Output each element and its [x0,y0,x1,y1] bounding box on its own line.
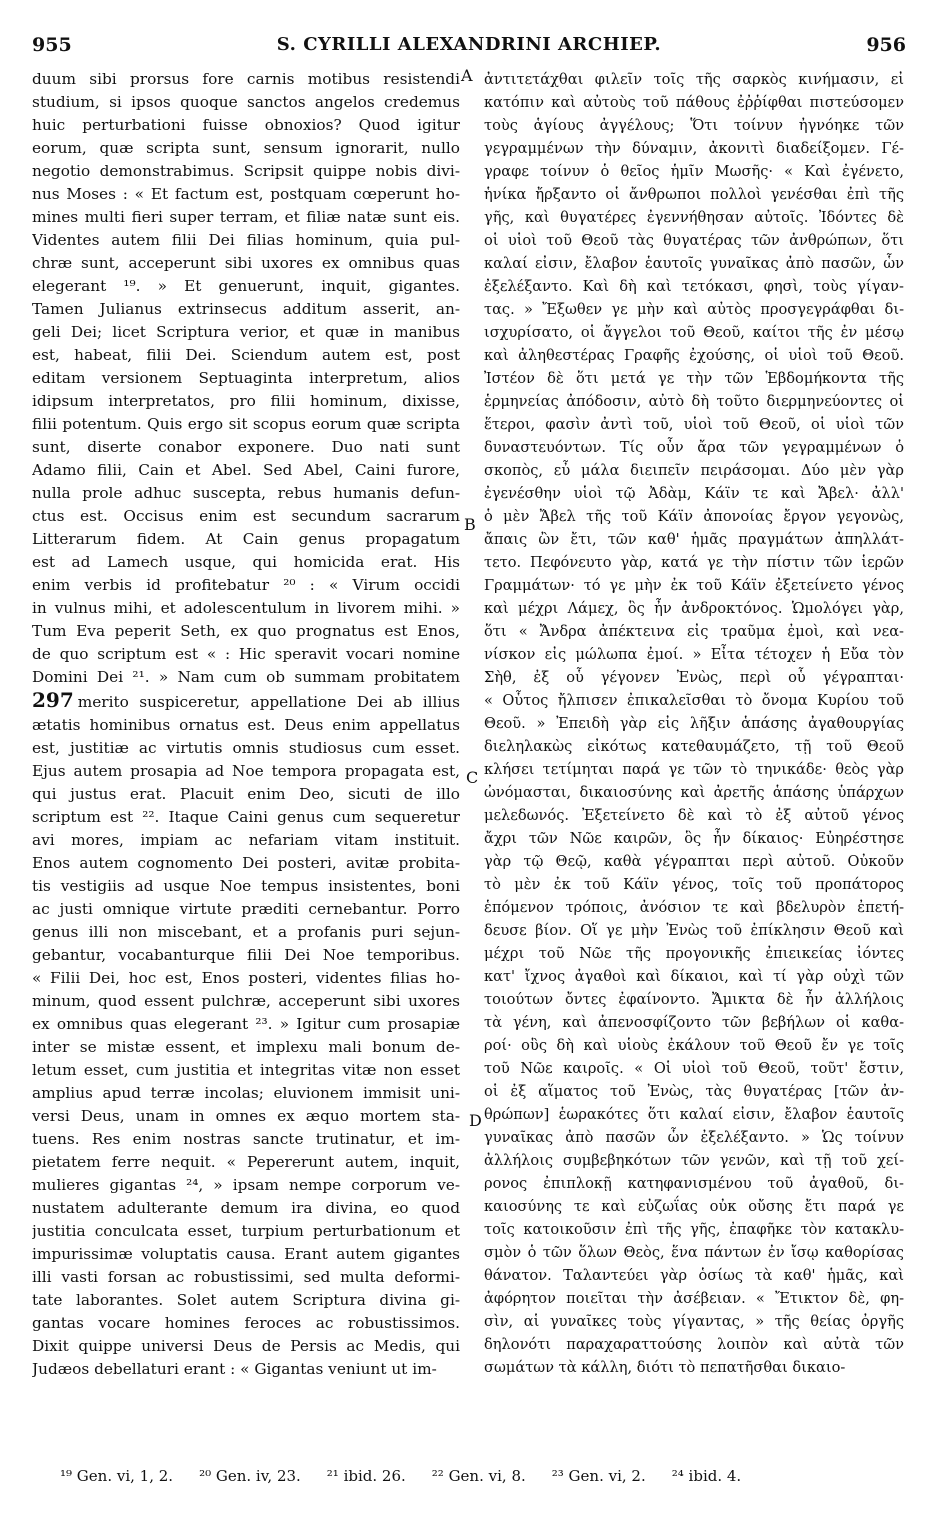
latin-line: scriptum est ²². Itaque Caini genus cum sequeretur [32,808,460,826]
latin-line-text: merito suspiceretur, appellatione Dei ab illius [77,693,460,711]
latin-line: impurissimæ voluptatis causa. Erant autem gigantes [32,1245,460,1263]
latin-line: gebantur, vocabanturque filii Dei Noe temporibus. [32,946,460,964]
greek-line: γραφε τοίνυν ὁ θεῖος ἡμῖν Μωσῆς· « Καὶ ἐγένετο, [484,163,904,180]
greek-line: ἀλλήλοις συμβεβηκότων τῶν γενῶν, καὶ τῇ τοῦ χεί- [484,1152,904,1169]
latin-line: Videntes autem filii Dei filias hominum, quia pul- [32,231,460,249]
latin-line: inter se mistæ essent, et implexu mali bonum de- [32,1038,460,1056]
latin-line: chræ sunt, acceperunt sibi uxores ex omnibus quas [32,254,460,272]
latin-line: geli Dei; licet Scriptura verior, et quæ in manibus [32,323,460,341]
latin-line: ctus est. Occisus enim est secundum sacrarum [32,507,460,525]
latin-line: letum esset, cum justitia et integritas vitæ non esset [32,1061,460,1079]
latin-line: versi Deus, unam in omnes ex æquo mortem sta- [32,1107,460,1125]
greek-line: γῆς, καὶ θυγατέρες ἐγεννήθησαν αὐτοῖς. Ἰδόντες δὲ [484,209,904,226]
margin-marker-d: D [469,1111,482,1130]
greek-line: σκοπὸς, εὖ μάλα διειπεῖν πειράσομαι. Δύο μὲν γὰρ [484,462,904,479]
greek-line: γυναῖκας ἀπὸ πασῶν ὧν ἐξελέξαντο. » Ὡς τοίνυν [484,1129,904,1146]
margin-marker-c: C [466,768,479,787]
latin-line [32,689,460,714]
greek-line: τοιούτων ὄντες ἐφαίνοντο. Ἄμικτα δὲ ἦν ἀλλήλοις [484,991,904,1008]
margin-marker-a: A [461,66,473,85]
greek-line: γὰρ τῷ Θεῷ, καθὰ γέγραπται περὶ αὐτοῦ. Οὐκοῦν [484,853,904,870]
latin-line: nustatem adulterante demum ira divina, eo quod [32,1199,460,1217]
latin-column [32,68,460,1381]
greek-line: ὅτι « Ἄνδρα ἀπέκτεινα εἰς τραῦμα ἐμοὶ, καὶ νεα- [484,623,904,640]
greek-line: διεληλακὼς εἰκότως κατεθαυμάζετο, τῇ τοῦ Θεοῦ [484,738,904,755]
greek-line: Θεοῦ. » Ἐπειδὴ γὰρ εἰς λῆξιν ἁπάσης ἀγαθουργίας [484,715,904,732]
greek-line: τοῖς κατοικοῦσιν ἐπὶ τῆς γῆς, ἐπαφῆκε τὸν κατακλυ- [484,1221,904,1238]
latin-line: Judæos debellaturi erant : « Gigantas veniunt ut im- [32,1360,437,1378]
latin-line: genus illi non miscebant, et a profanis puri sejun- [32,923,460,941]
greek-line: ἄπαις ὢν ἔτι, τῶν καθ' ἡμᾶς πραγμάτων ἀπηλλάτ- [484,531,904,548]
greek-line: τὸ μὲν ἐκ τοῦ Κάϊν γένος, τοῖς τοῦ προπάτορος [484,876,904,893]
greek-line: τοὺς ἁγίους ἀγγέλους; Ὅτι τοίνυν ἠγνόηκε τῶν [484,117,904,134]
latin-line: Ejus autem prosapia ad Noe tempora propagata est, [32,762,460,780]
footnote: ¹⁹ Gen. vi, 1, 2. [60,1467,174,1485]
greek-line: οἱ υἱοὶ τοῦ Θεοῦ τὰς θυγατέρας τῶν ἀνθρώπων, ὅτι [484,232,904,249]
footnote: ²² Gen. vi, 8. [431,1467,526,1485]
greek-line: ρονος ἐπιπλοκῇ κατηφανισμένου τοῦ ἀγαθοῦ, δι- [484,1175,904,1192]
latin-line: studium, si ipsos quoque sanctos angelos credemus [32,93,460,111]
latin-line: negotio demonstrabimus. Scripsit quippe nobis divi- [32,162,460,180]
greek-line: Ἰστέον δὲ ὅτι μετά γε τὴν τῶν Ἑβδομήκοντα τῆς [484,370,904,387]
greek-line: δηλονότι παραχαραττούσης λοιπὸν καὶ αὐτὰ τῶν [484,1336,904,1353]
latin-line: gantas vocare homines feroces ac robustissimos. [32,1314,460,1332]
margin-marker-b: B [464,515,476,534]
latin-line: Tum Eva peperit Seth, ex quo prognatus est Enos, [32,622,460,640]
latin-line: mulieres gigantas ²⁴, » ipsam nempe corporum ve- [32,1176,460,1194]
greek-line: καλαί εἰσιν, ἔλαβον ἑαυτοῖς γυναῖκας ἀπὸ πασῶν, ὧν [484,255,904,272]
greek-line: ἀφόρητον ποιεῖται τὴν ἀσέβειαν. « Ἔτικτον δὲ, φη- [484,1290,904,1307]
latin-line: idipsum interpretatos, pro filii hominum, dixisse, [32,392,460,410]
latin-line: qui justus erat. Placuit enim Deo, sicuti de illo [32,785,460,803]
latin-line: duum sibi prorsus fore carnis motibus resistendi [32,70,460,88]
latin-line: mines multi fieri super terram, et filiæ natæ sunt eis. [32,208,460,226]
latin-line: « Filii Dei, hoc est, Enos posteri, videntes filias ho- [32,969,460,987]
greek-line: καὶ ἀληθεστέρας Γραφῆς ἐχούσης, οἱ υἱοὶ τοῦ Θεοῦ. [484,347,904,364]
greek-line: σμὸν ὁ τῶν ὅλων Θεὸς, ἕνα πάντων ἐν ἴσῳ καθορίσας [484,1244,904,1261]
greek-line: μέχρι τοῦ Νῶε τῆς προγονικῆς ἐπιεικείας ἰόντες [484,945,904,962]
greek-line: Γραμμάτων· τό γε μὴν ἐκ τοῦ Κάϊν ἐξετείνετο γένος [484,577,904,594]
greek-line: ἐγενέσθην υἱοὶ τῷ Ἀδὰμ, Κάϊν τε καὶ Ἄβελ· ἀλλ' [484,485,904,502]
latin-line: nulla prole adhuc suscepta, rebus humanis defun- [32,484,460,502]
latin-line: tuens. Res enim nostras sancte trutinatur, et im- [32,1130,460,1148]
greek-line: κατόπιν καὶ αὐτοὺς τοῦ πάθους ἐῤῥίφθαι πιστεύσομεν [484,94,904,111]
latin-line: amplius apud terræ incolas; eluvionem immisit uni- [32,1084,460,1102]
greek-line: σωμάτων τὰ κάλλη, διότι τὸ πεπατῆσθαι δικαιο- [484,1359,846,1376]
greek-line: ὁ μὲν Ἄβελ τῆς τοῦ Κάϊν ἀπονοίας ἔργον γεγονὼς, [484,508,904,525]
latin-line: Enos autem cognomento Dei posteri, avitæ probita- [32,854,460,872]
greek-line: Σὴθ, ἐξ οὗ γέγονεν Ἐνὼς, περὶ οὗ γέγραπται· [484,669,904,686]
greek-line: ροί· οὓς δὴ καὶ υἱοὺς ἐκάλουν τοῦ Θεοῦ ἔν γε τοῖς [484,1037,904,1054]
latin-line: Domini Dei ²¹. » Nam cum ob summam probitatem [32,668,460,686]
greek-line: δυναστευόντων. Τίς οὖν ἄρα τῶν γεγραμμένων ὁ [484,439,904,456]
latin-line: filii potentum. Quis ergo sit scopus eorum quæ scripta [32,415,460,433]
page-marker-number: 297 [32,689,74,712]
greek-line: γεγραμμένων τὴν δύναμιν, ἀκονιτὶ διαδείξομεν. Γέ- [484,140,904,157]
greek-line: ἑπόμενον τρόποις, ἀνόσιον τε καὶ βδελυρὸν ἐπετή- [484,899,904,916]
latin-line: huic perturbationi fuisse obnoxios? Quod igitur [32,116,460,134]
right-page-number: 956 [866,34,906,56]
latin-line: nus Moses : « Et factum est, postquam cœperunt ho- [32,185,460,203]
greek-line: τοῦ Νῶε καιροῖς. « Οἱ υἱοὶ τοῦ Θεοῦ, τοῦτ' ἔστιν, [484,1060,904,1077]
page-header [32,34,906,64]
latin-line: justitia conculcata esset, turpium perturbationum et [32,1222,460,1240]
left-page-number: 955 [32,34,72,56]
greek-line: ἐξελέξαντο. Καὶ δὴ καὶ τετόκασι, φησὶ, τοὺς γίγαν- [484,278,904,295]
greek-line: νίσκον εἰς μώλωπα ἐμοί. » Εἶτα τέτοχεν ἡ Εὔα τὸν [484,646,904,663]
greek-line: ὠνόμασται, δικαιοσύνης καὶ ἀρετῆς ἁπάσης ὑπάρχων [484,784,904,801]
latin-line: avi mores, impiam ac nefariam vitam instituit. [32,831,460,849]
greek-line: κλήσει τετίμηται παρά γε τῶν τὸ τηνικάδε· θεὸς γὰρ [484,761,904,778]
footnote: ²³ Gen. vi, 2. [551,1467,646,1485]
latin-line: elegerant ¹⁹. » Et genuerunt, inquit, gigantes. [32,277,460,295]
footnotes [60,1467,894,1485]
latin-line: enim verbis id profitebatur ²⁰ : « Virum occidi [32,576,460,594]
latin-line: minum, quod essent pulchræ, acceperunt sibi uxores [32,992,460,1010]
greek-line: καιοσύνης τε καὶ εὐζωΐας οὐκ οὔσης ἔτι παρά γε [484,1198,904,1215]
latin-line: est, justitiæ ac virtutis omnis studiosus cum esset. [32,739,460,757]
greek-line: σὶν, αἱ γυναῖκες τοὺς γίγαντας, » τῆς θείας ὀργῆς [484,1313,904,1330]
greek-line: θρώπων] ἑωρακότες ὅτι καλαί εἰσιν, ἔλαβον ἑαυτοῖς [484,1106,904,1123]
latin-line: sunt, diserte conabor exponere. Duo nati sunt [32,438,460,456]
latin-line: de quo scriptum est « : Hic speravit vocari nomine [32,645,460,663]
greek-line: θάνατον. Ταλαντεύει γὰρ ὁσίως τὰ καθ' ἡμᾶς, καὶ [484,1267,904,1284]
greek-line: ισχυρίσατο, οἱ ἄγγελοι τοῦ Θεοῦ, καίτοι τῆς ἐν μέσῳ [484,324,904,341]
latin-line: Adamo filii, Cain et Abel. Sed Abel, Caini furore, [32,461,460,479]
greek-line: ἄχρι τῶν Νῶε καιρῶν, ὃς ἦν δίκαιος· Εὐηρέστησε [484,830,904,847]
greek-line: κατ' ἴχνος ἀγαθοὶ καὶ δίκαιοι, καὶ τί γὰρ οὐχὶ τῶν [484,968,904,985]
greek-line: καὶ μέχρι Λάμεχ, ὃς ἦν ἀνδροκτόνος. Ὡμολόγει γὰρ, [484,600,904,617]
latin-line: ætatis hominibus ornatus est. Deus enim appellatus [32,716,460,734]
greek-line: « Οὗτος ἤλπισεν ἐπικαλεῖσθαι τὸ ὄνομα Κυρίου τοῦ [484,692,904,709]
latin-line: pietatem ferre nequit. « Pepererunt autem, inquit, [32,1153,460,1171]
greek-line: δευσε βίον. Οἵ γε μὴν Ἐνὼς τοῦ ἐπίκλησιν Θεοῦ καὶ [484,922,904,939]
footnote: ²¹ ibid. 26. [326,1467,406,1485]
greek-line: ἀντιτετάχθαι φιλεῖν τοῖς τῆς σαρκὸς κινήμασιν, εἰ [484,71,904,88]
latin-line: Tamen Julianus extrinsecus additum asserit, an- [32,300,460,318]
latin-line: tate laborantes. Solet autem Scriptura divina gi- [32,1291,460,1309]
greek-line: ἕτεροι, φασὶν ἀντὶ τοῦ, υἱοὶ τοῦ Θεοῦ, οἱ υἱοὶ τῶν [484,416,904,433]
latin-line: Dixit quippe universi Deus de Persis ac Medis, qui [32,1337,460,1355]
latin-line: ex omnibus quas elegerant ²³. » Igitur cum prosapiæ [32,1015,460,1033]
latin-line: Litterarum fidem. At Cain genus propagatum [32,530,460,548]
greek-column [484,68,904,1379]
greek-line: ἑρμηνείας ἀπόδοσιν, αὐτὸ δὴ τοῦτο διερμηνεύοντες οἱ [484,393,904,410]
greek-line: οἱ ἐξ αἵματος τοῦ Ἐνὼς, τὰς θυγατέρας [τῶν ἀν- [484,1083,904,1100]
latin-line: ac justi omnique virtute præditi cernebantur. Porro [32,900,460,918]
latin-line: illi vasti forsan ac robustissimi, sed multa deformi- [32,1268,460,1286]
greek-line: τας. » Ἔξωθεν γε μὴν καὶ αὐτὸς προσγεγράφθαι δι- [484,301,904,318]
footnote: ²⁰ Gen. iv, 23. [199,1467,301,1485]
latin-line: in vulnus mihi, et adolescentulum in livorem mihi. » [32,599,460,617]
greek-line: τετο. Πεφόνευτο γὰρ, κατά γε τὴν πίστιν τῶν ἱερῶν [484,554,904,571]
footnote: ²⁴ ibid. 4. [671,1467,742,1485]
greek-line: μελεδωνός. Ἐξετείνετο δὲ καὶ τὸ ἐξ αὐτοῦ γένος [484,807,904,824]
greek-line: τὰ γένη, καὶ ἀπενοσφίζοντο τῶν βεβήλων οἱ καθα- [484,1014,904,1031]
latin-line: est ad Lamech usque, qui homicida erat. His [32,553,460,571]
latin-line: est, habeat, filii Dei. Sciendum autem est, post [32,346,460,364]
latin-line: eorum, quæ scripta sunt, sensum ignorarit, nullo [32,139,460,157]
latin-line: tis vestigiis ad usque Noe tempus insistentes, boni [32,877,460,895]
greek-line: ἡνίκα ἤρξαντο οἱ ἄνθρωποι πολλοὶ γενέσθαι ἐπὶ τῆς [484,186,904,203]
latin-line: editam versionem Septuaginta interpretum, alios [32,369,460,387]
running-title: S. CYRILLI ALEXANDRINI ARCHIEP. [276,34,662,55]
